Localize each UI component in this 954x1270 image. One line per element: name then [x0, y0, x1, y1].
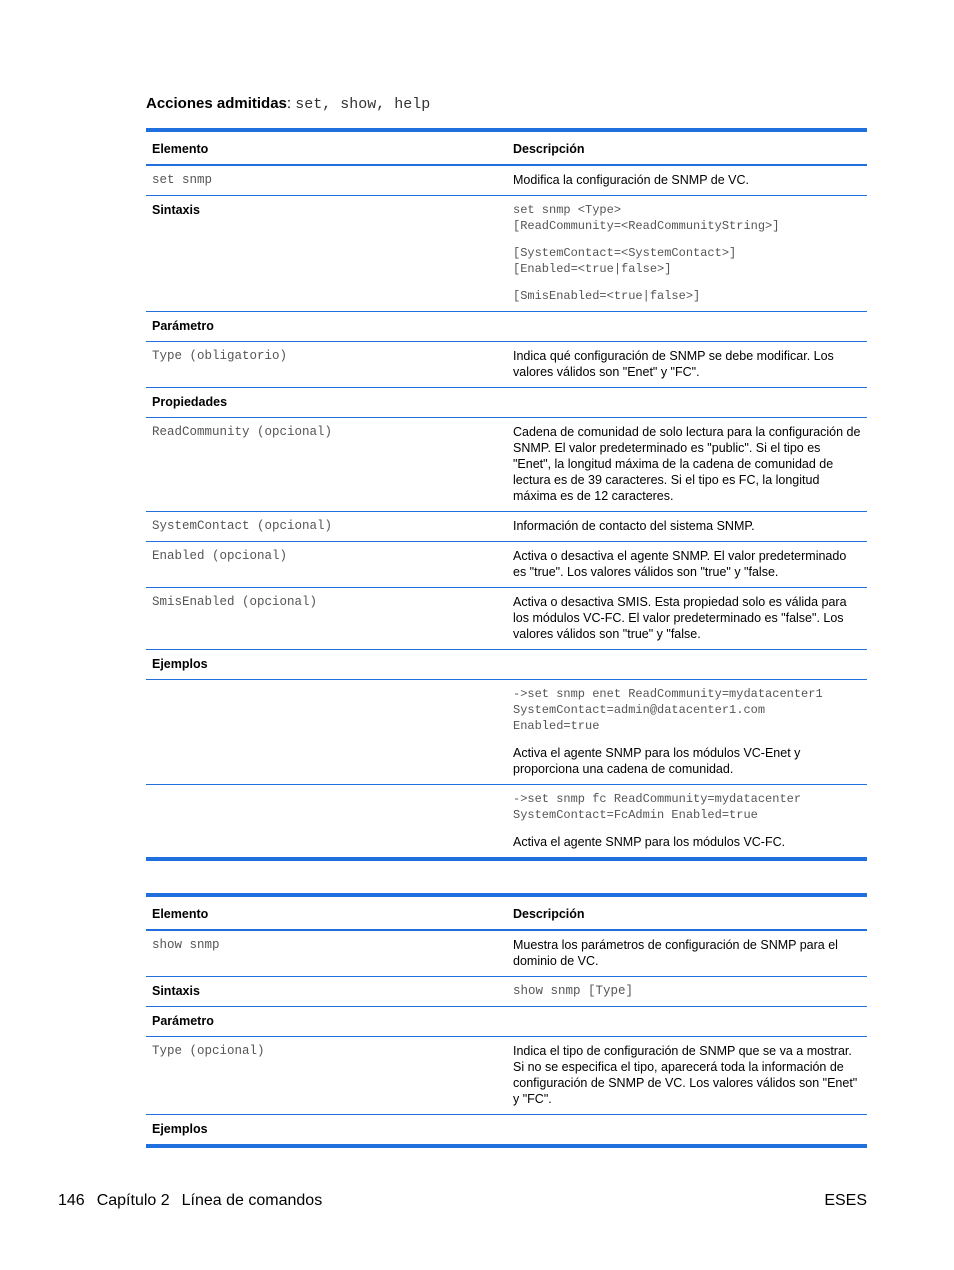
property-description: Activa o desactiva el agente SNMP. El valor predeterminado es "true". Los valores válidos son "true" y "false. [507, 542, 867, 588]
examples-label: Ejemplos [146, 1115, 507, 1147]
supported-actions-label: Acciones admitidas [146, 95, 287, 112]
syntax-row [146, 977, 867, 1007]
example-code-line: Enabled=true [513, 719, 600, 733]
example-code-line: ->set snmp fc ReadCommunity=mydatacenter [513, 792, 802, 806]
syntax-line: [SystemContact=<SystemContact>] [513, 246, 737, 260]
parameter-label: Parámetro [146, 1007, 507, 1037]
syntax-line: set snmp <Type> [513, 203, 622, 217]
table-row [146, 1037, 867, 1115]
example-description: Activa el agente SNMP para los módulos VC-FC. [513, 835, 786, 849]
syntax-line: [SmisEnabled=<true|false>] [513, 289, 701, 303]
supported-actions [146, 95, 430, 113]
property-name: ReadCommunity (opcional) [146, 418, 507, 512]
page-number: 146 [58, 1192, 85, 1209]
example-description: Activa el agente SNMP para los módulos VC-Enet y proporciona una cadena de comunidad. [513, 746, 801, 776]
syntax-row [146, 196, 867, 312]
header-element: Elemento [146, 130, 507, 165]
header-description: Descripción [507, 130, 867, 165]
chapter-title: Línea de comandos [181, 1192, 323, 1209]
parameter-name: Type (opcional) [146, 1037, 507, 1115]
parameter-name: Type (obligatorio) [146, 342, 507, 388]
section-row [146, 388, 867, 418]
table-row [146, 930, 867, 977]
header-element: Elemento [146, 895, 507, 930]
command-description: Muestra los parámetros de configuración de SNMP para el dominio de VC. [507, 930, 867, 977]
properties-label: Propiedades [146, 388, 507, 418]
supported-actions-separator: : [286, 95, 292, 112]
supported-actions-values: set, show, help [295, 96, 431, 113]
table-header-row [146, 130, 867, 165]
table-row [146, 542, 867, 588]
command-name: show snmp [146, 930, 507, 977]
section-row [146, 1115, 867, 1147]
section-row [146, 312, 867, 342]
property-description: Cadena de comunidad de solo lectura para la configuración de SNMP. El valor predeterminado es "public". Si el tipo es "Enet", la longitud máxima de la cadena de comunidad de lectura es de 39 caracteres. Si el tipo es FC, la longitud máxima es de 12 caracteres. [507, 418, 867, 512]
example-code-line: ->set snmp enet ReadCommunity=mydatacenter1 [513, 687, 823, 701]
parameter-description: Indica qué configuración de SNMP se debe modificar. Los valores válidos son "Enet" y "FC". [507, 342, 867, 388]
syntax-code: show snmp [Type] [507, 977, 867, 1007]
table-row [146, 418, 867, 512]
header-description: Descripción [507, 895, 867, 930]
command-name: set snmp [146, 165, 507, 196]
example [507, 680, 867, 785]
parameter-label: Parámetro [146, 312, 507, 342]
property-description: Activa o desactiva SMIS. Esta propiedad solo es válida para los módulos VC-FC. El valor predeterminado es "false". Los valores válidos son "true" y "false. [507, 588, 867, 650]
examples-label: Ejemplos [146, 650, 507, 680]
command-description: Modifica la configuración de SNMP de VC. [507, 165, 867, 196]
example-code-line: SystemContact=admin@datacenter1.com [513, 703, 766, 717]
example-row [146, 680, 867, 785]
section-row [146, 1007, 867, 1037]
property-name: Enabled (opcional) [146, 542, 507, 588]
property-description: Información de contacto del sistema SNMP. [507, 512, 867, 542]
table-row [146, 165, 867, 196]
table-row [146, 588, 867, 650]
table-row [146, 512, 867, 542]
table-row [146, 342, 867, 388]
table-header-row [146, 895, 867, 930]
syntax-label: Sintaxis [146, 196, 507, 312]
property-name: SystemContact (opcional) [146, 512, 507, 542]
property-name: SmisEnabled (opcional) [146, 588, 507, 650]
show-snmp-table [146, 893, 867, 1148]
section-row [146, 650, 867, 680]
chapter-label: Capítulo 2 [96, 1192, 170, 1209]
syntax-line: [ReadCommunity=<ReadCommunityString>] [513, 219, 780, 233]
page-footer [58, 1192, 334, 1210]
syntax-label: Sintaxis [146, 977, 507, 1007]
parameter-description: Indica el tipo de configuración de SNMP que se va a mostrar. Si no se especifica el tipo, aparecerá toda la información de configuración de SNMP de VC. Los valores válidos son "Enet" y "FC". [507, 1037, 867, 1115]
example-row [146, 785, 867, 860]
set-snmp-table [146, 128, 867, 861]
syntax-line: [Enabled=<true|false>] [513, 262, 672, 276]
locale-code: ESES [824, 1192, 867, 1209]
example [507, 785, 867, 860]
example-code-line: SystemContact=FcAdmin Enabled=true [513, 808, 758, 822]
syntax-code [507, 196, 867, 312]
